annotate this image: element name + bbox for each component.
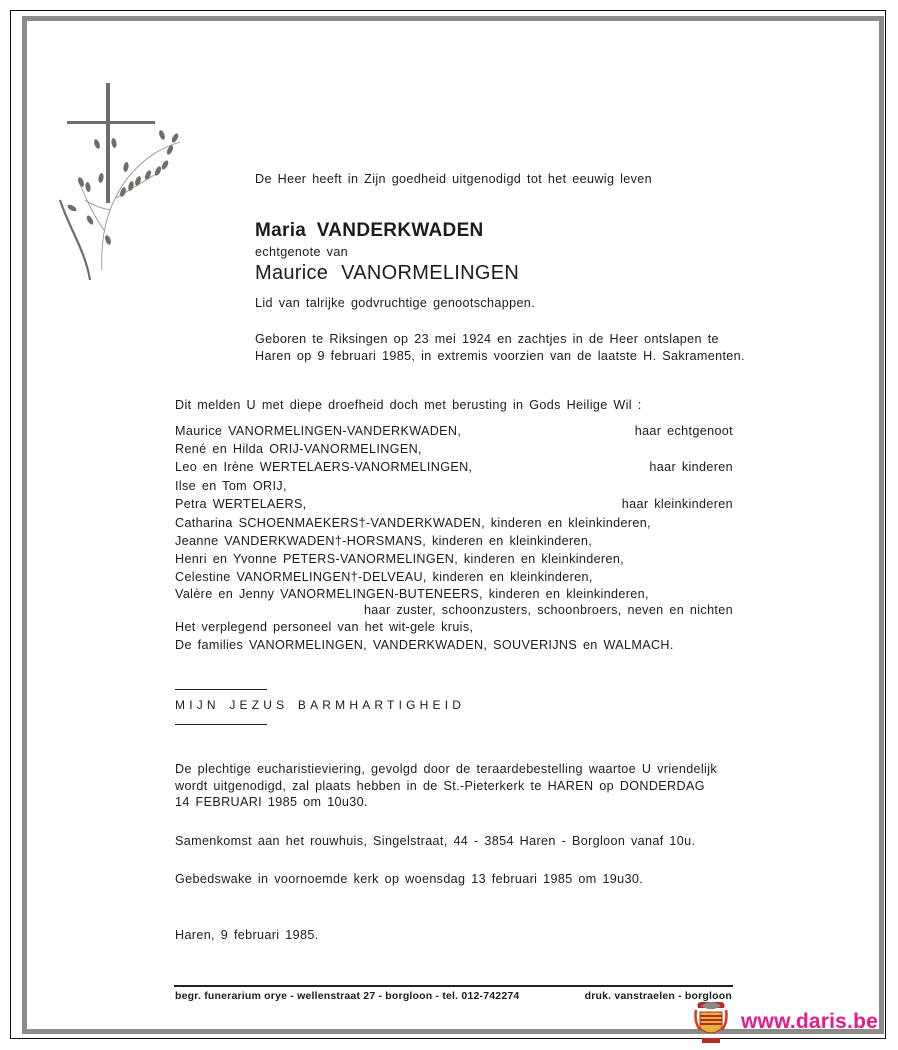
family-member: Maurice VANORMELINGEN-VANDERKWADEN, (175, 424, 462, 438)
cross-with-wheat-illustration (30, 80, 200, 280)
wheat-branch-icon (60, 142, 180, 280)
vigil-text: Gebedswake in voornoemde kerk op woensdag 13 februari 1985 om 19u30. (175, 872, 644, 886)
family-member: Petra WERTELAERS, (175, 497, 307, 511)
coat-of-arms-icon (694, 998, 728, 1046)
printer-credit: druk. vanstraelen - borgloon (584, 990, 732, 1002)
spouse-name: Maurice VANORMELINGEN (255, 262, 520, 284)
family-member: Henri en Yvonne PETERS-VANORMELINGEN, kinderen en kleinkinderen, (175, 552, 625, 566)
wheat-grains (66, 129, 179, 245)
announcement-text: Dit melden U met diepe droefheid doch met berusting in Gods Heilige Wil : (175, 398, 642, 412)
family-relation: haar kleinkinderen (621, 497, 733, 511)
family-member: Ilse en Tom ORIJ, (175, 479, 287, 493)
cross-vertical (106, 83, 110, 203)
family-member: Valère en Jenny VANORMELINGEN-BUTENEERS, kinderen en kleinkinderen, (175, 587, 649, 601)
family-member: De families VANORMELINGEN, VANDERKWADEN, SOUVERIJNS en WALMACH. (175, 638, 674, 652)
family-member: Catharina SCHOENMAEKERS†-VANDERKWADEN, kinderen en kleinkinderen, (175, 516, 651, 530)
prayer-rule-bottom (175, 724, 267, 725)
birth-death-line-2: Haren op 9 februari 1985, in extremis voorzien van de laatste H. Sakramenten. (255, 349, 745, 363)
family-relation: haar echtgenoot (634, 424, 733, 438)
intro-text: De Heer heeft in Zijn goedheid uitgenodigd tot het eeuwig leven (255, 172, 653, 186)
gathering-text: Samenkomst aan het rouwhuis, Singelstraat, 44 - 3854 Haren - Borgloon vanaf 10u. (175, 834, 696, 848)
family-member: Het verplegend personeel van het wit-gele kruis, (175, 620, 474, 634)
deceased-name: Maria VANDERKWADEN (255, 220, 484, 241)
watermark-url: www.daris.be (741, 1010, 878, 1033)
cross-horizontal (67, 121, 155, 124)
funeral-home-credit: begr. funerarium orye - wellenstraat 27 - borgloon - tel. 012-742274 (175, 990, 520, 1002)
family-member: Celestine VANORMELINGEN†-DELVEAU, kinderen en kleinkinderen, (175, 570, 593, 584)
prayer-rule-top (175, 689, 267, 690)
birth-death-line-1: Geboren te Riksingen op 23 mei 1924 en zachtjes in de Heer ontslapen te (255, 332, 719, 346)
prayer-text: MIJN JEZUS BARMHARTIGHEID (175, 698, 466, 712)
service-line-3: 14 FEBRUARI 1985 om 10u30. (175, 795, 368, 809)
service-line-1: De plechtige eucharistieviering, gevolgd door de teraardebestelling waartoe U vriendelijk (175, 762, 717, 776)
family-member: Leo en Irène WERTELAERS-VANORMELINGEN, (175, 460, 473, 474)
membership-text: Lid van talrijke godvruchtige genootschappen. (255, 296, 535, 310)
family-member: Jeanne VANDERKWADEN†-HORSMANS, kinderen en kleinkinderen, (175, 534, 593, 548)
family-member: René en Hilda ORIJ-VANORMELINGEN, (175, 442, 422, 456)
family-relation: haar zuster, schoonzusters, schoonbroers, neven en nichten (363, 603, 733, 617)
place-date: Haren, 9 februari 1985. (175, 928, 319, 942)
service-line-2: wordt uitgenodigd, zal plaats hebben in de St.-Pieterkerk te HAREN op DONDERDAG (175, 779, 705, 793)
spouse-label: echtgenote van (255, 245, 349, 259)
footer-rule (174, 985, 733, 987)
family-relation: haar kinderen (649, 460, 733, 474)
